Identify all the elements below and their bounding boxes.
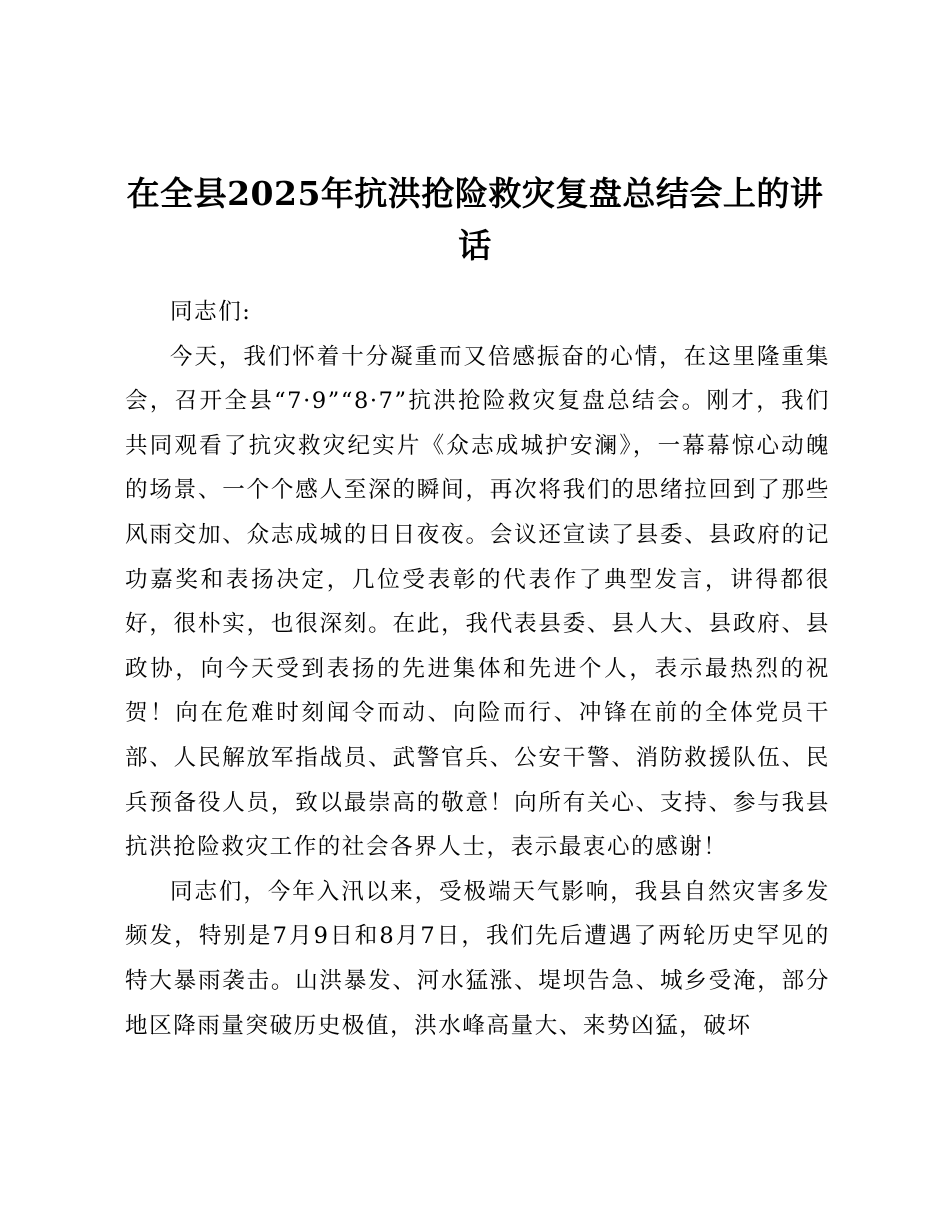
document-title: 在全县2025年抗洪抢险救灾复盘总结会上的讲话	[126, 174, 824, 265]
document-body	[125, 290, 830, 1048]
paragraph: 同志们，今年入汛以来，受极端天气影响，我县自然灾害多发频发，特别是7月9日和8月7日，我们先后遭遇了两轮历史罕见的特大暴雨袭击。山洪暴发、河水猛涨、堤坝告急、城乡受淹，部分地区降雨量突破历史极值，洪水峰高量大、来势凶猛，破坏	[125, 878, 830, 1039]
paragraph: 今天，我们怀着十分凝重而又倍感振奋的心情，在这里隆重集会，召开全县“7·9”“8·7”抗洪抢险救灾复盘总结会。刚才，我们共同观看了抗灾救灾纪实片《众志成城护安澜》，一幕幕惊心动魄的场景、一个个感人至深的瞬间，再次将我们的思绪拉回到了那些风雨交加、众志成城的日日夜夜。会议还宣读了县委、县政府的记功嘉奖和表扬决定，几位受表彰的代表作了典型发言，讲得都很好，很朴实，也很深刻。在此，我代表县委、县人大、县政府、县政协，向今天受到表扬的先进集体和先进个人，表示最热烈的祝贺！向在危难时刻闻令而动、向险而行、冲锋在前的全体党员干部、人民解放军指战员、武警官兵、公安干警、消防救援队伍、民兵预备役人员，致以最崇高的敬意！向所有关心、支持、参与我县抗洪抢险救灾工作的社会各界人士，表示最衷心的感谢！	[125, 343, 830, 861]
salutation: 同志们:	[170, 299, 252, 325]
